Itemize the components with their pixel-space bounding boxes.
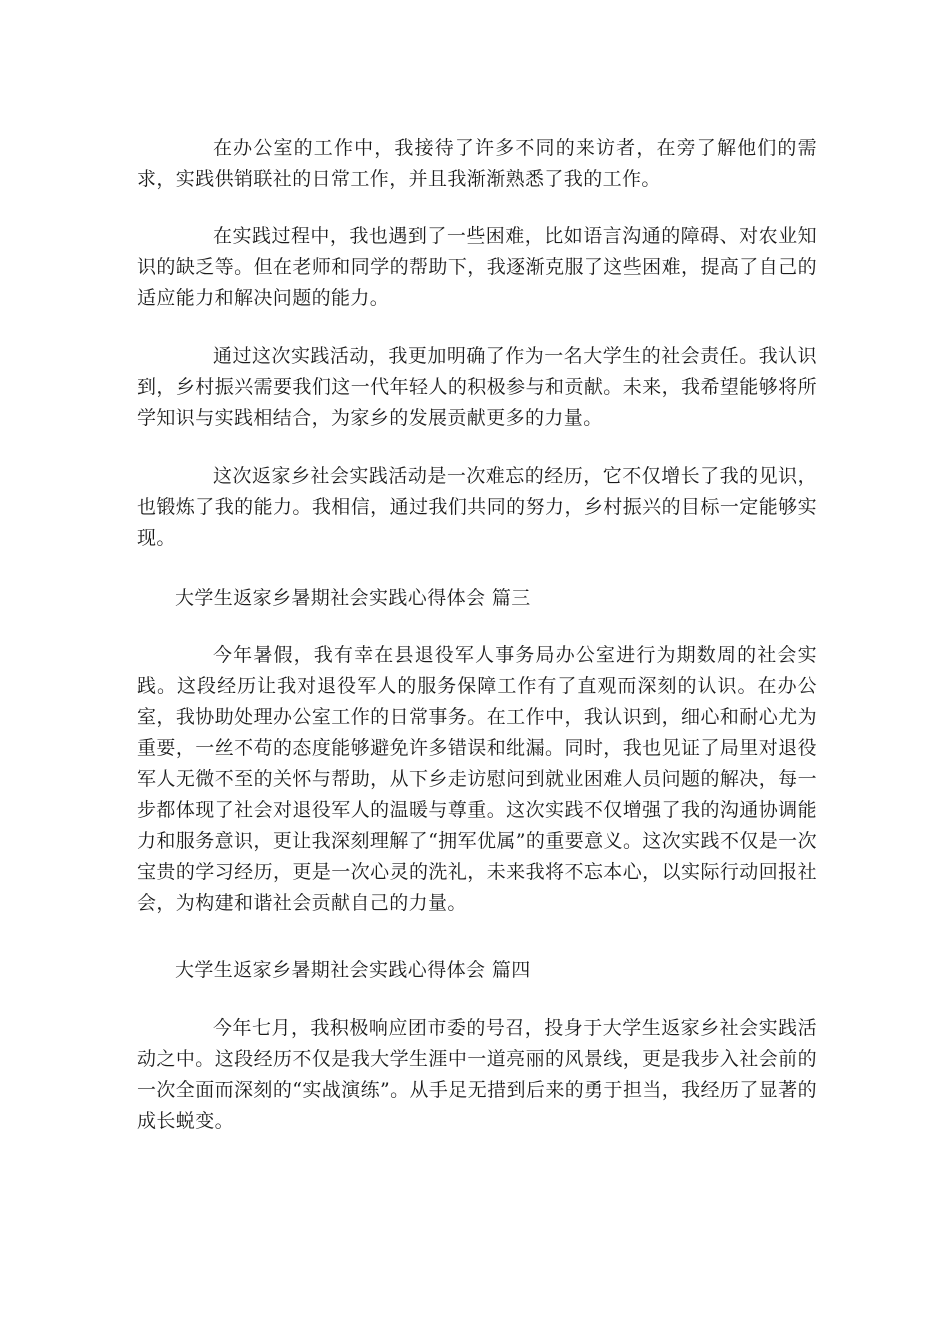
section-heading-part4: 大学生返家乡暑期社会实践心得体会 篇四 <box>175 959 531 981</box>
paragraph-part4: 今年七月，我积极响应团市委的号召，投身于大学生返家乡社会实践活动之中。这段经历不仅是我大学生涯中一道亮丽的风景线，更是我步入社会前的一次全面而深刻的“实战演练”。从手足无措到后来的勇于担当，我经历了显著的成长蜕变。 <box>137 1017 817 1132</box>
paragraph-social-responsibility: 通过这次实践活动，我更加明确了作为一名大学生的社会责任。我认识到，乡村振兴需要我们这一代年轻人的积极参与和贡献。未来，我希望能够将所学知识与实践相结合，为家乡的发展贡献更多的力量。 <box>137 345 817 429</box>
paragraph-difficulties: 在实践过程中，我也遇到了一些困难，比如语言沟通的障碍、对农业知识的缺乏等。但在老师和同学的帮助下，我逐渐克服了这些困难，提高了自己的适应能力和解决问题的能力。 <box>137 225 817 309</box>
paragraph-office-work: 在办公室的工作中，我接待了许多不同的来访者，在旁了解他们的需求，实践供销联社的日常工作，并且我渐渐熟悉了我的工作。 <box>137 137 817 190</box>
paragraph-conclusion: 这次返家乡社会实践活动是一次难忘的经历，它不仅增长了我的见识，也锻炼了我的能力。我相信，通过我们共同的努力，乡村振兴的目标一定能够实现。 <box>137 465 817 549</box>
paragraph-part3: 今年暑假，我有幸在县退役军人事务局办公室进行为期数周的社会实践。这段经历让我对退役军人的服务保障工作有了直观而深刻的认识。在办公室，我协助处理办公室工作的日常事务。在工作中，我认识到，细心和耐心尤为重要，一丝不苟的态度能够避免许多错误和纰漏。同时，我也见证了局里对退役军人无微不至的关怀与帮助，从下乡走访慰问到就业困难人员问题的解决，每一步都体现了社会对退役军人的温暖与尊重。这次实践不仅增强了我的沟通协调能力和服务意识，更让我深刻理解了“拥军优属”的重要意义。这次实践不仅是一次宝贵的学习经历，更是一次心灵的洗礼，未来我将不忘本心，以实际行动回报社会，为构建和谐社会贡献自己的力量。 <box>137 644 817 914</box>
section-heading-part3: 大学生返家乡暑期社会实践心得体会 篇三 <box>175 587 531 609</box>
